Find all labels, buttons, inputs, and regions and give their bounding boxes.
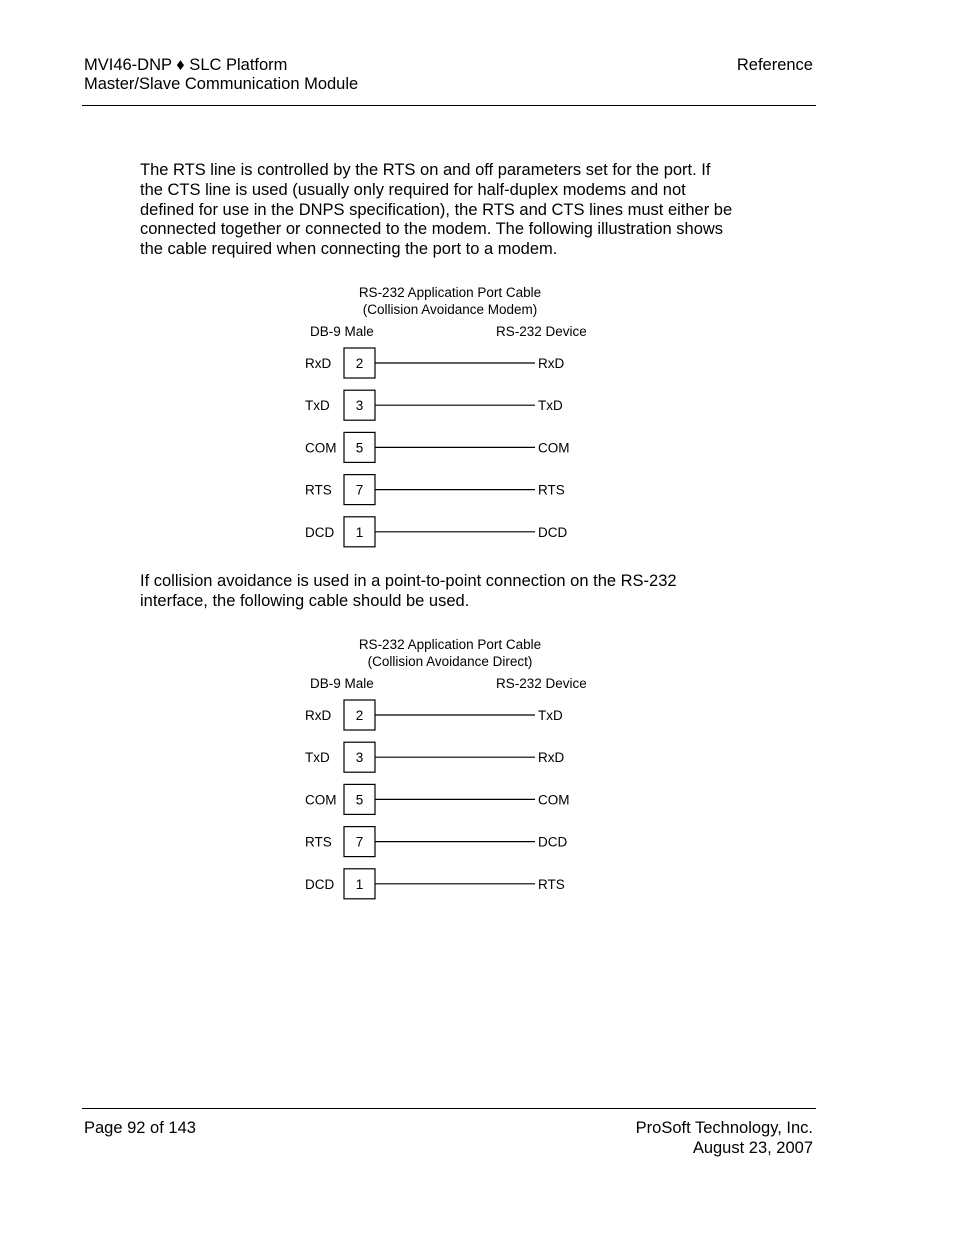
header-section: Reference xyxy=(736,56,813,74)
diagram-title: RS-232 Application Port Cable xyxy=(358,285,542,300)
paragraph-line: interface, the following cable should be used. xyxy=(140,591,470,610)
page-number: Page 92 of 143 xyxy=(84,1119,196,1137)
cable-diagram-svg xyxy=(303,281,593,551)
device-signal-label: COM xyxy=(538,792,570,808)
pin-row xyxy=(305,475,565,505)
pin-number: 1 xyxy=(355,524,364,540)
paragraph-line: connected together or connected to the modem. The following illustration shows xyxy=(140,220,724,239)
cable-diagram-modem xyxy=(303,281,593,551)
pin-row xyxy=(305,869,565,899)
device-signal-label: RxD xyxy=(538,356,565,371)
pin-number: 1 xyxy=(355,876,364,892)
pin-number: 7 xyxy=(355,834,364,850)
pin-row xyxy=(305,517,567,547)
connector-header-db9: DB-9 Male xyxy=(310,676,374,691)
paragraph-rts-line xyxy=(140,161,780,260)
cable-diagram-svg xyxy=(303,633,593,903)
pin-number: 3 xyxy=(355,750,364,766)
pin-number: 5 xyxy=(355,792,364,808)
db9-signal-label: COM xyxy=(305,440,337,456)
publish-date: August 23, 2007 xyxy=(692,1138,813,1157)
device-signal-label: TxD xyxy=(538,708,563,723)
pin-number: 2 xyxy=(355,708,364,723)
header-divider xyxy=(82,105,816,106)
db9-signal-label: DCD xyxy=(305,876,335,892)
connector-header-db9: DB-9 Male xyxy=(310,324,374,339)
device-signal-label: RTS xyxy=(538,482,565,498)
pin-row xyxy=(305,432,570,462)
device-signal-label: COM xyxy=(538,440,570,456)
connector-header-device: RS-232 Device xyxy=(496,676,587,691)
header-title xyxy=(84,56,358,94)
device-signal-label: RxD xyxy=(538,750,565,766)
pin-row xyxy=(305,348,564,378)
device-signal-label: RTS xyxy=(538,876,565,892)
paragraph-line: the cable required when connecting the port to a modem. xyxy=(140,240,558,259)
db9-signal-label: TxD xyxy=(305,750,330,766)
db9-signal-label: RxD xyxy=(305,708,332,723)
paragraph-line: If collision avoidance is used in a point-to-point connection on the RS-232 xyxy=(140,572,677,590)
paragraph-line: defined for use in the DNPS specification), the RTS and CTS lines must either be xyxy=(140,200,733,219)
pin-row xyxy=(305,390,563,420)
diagram-title: RS-232 Application Port Cable xyxy=(358,637,542,652)
paragraph-line: The RTS line is controlled by the RTS on and off parameters set for the port. If xyxy=(140,161,711,179)
connector-header-device: RS-232 Device xyxy=(496,324,587,339)
diagram-subtitle: (Collision Avoidance Direct) xyxy=(367,654,533,669)
pin-row xyxy=(305,742,564,772)
pin-number: 7 xyxy=(355,482,364,498)
device-signal-label: DCD xyxy=(538,834,568,850)
pin-number: 2 xyxy=(355,356,364,371)
footer-divider xyxy=(82,1108,816,1109)
paragraph-collision-avoidance xyxy=(140,572,780,612)
device-signal-label: DCD xyxy=(538,524,568,540)
db9-signal-label: TxD xyxy=(305,398,330,414)
diagram-subtitle: (Collision Avoidance Modem) xyxy=(362,302,538,317)
db9-signal-label: DCD xyxy=(305,524,335,540)
paragraph-line: the CTS line is used (usually only required for half-duplex modems and not xyxy=(140,180,686,199)
pin-number: 5 xyxy=(355,440,364,456)
pin-row xyxy=(305,827,567,857)
db9-signal-label: RTS xyxy=(305,482,332,498)
footer-info xyxy=(636,1119,813,1158)
db9-signal-label: RTS xyxy=(305,834,332,850)
db9-signal-label: COM xyxy=(305,792,337,808)
header-title-line1: MVI46-DNP ♦ SLC Platform xyxy=(84,56,288,74)
cable-diagram-direct xyxy=(303,633,593,903)
pin-row xyxy=(305,784,570,814)
db9-signal-label: RxD xyxy=(305,356,332,371)
pin-number: 3 xyxy=(355,398,364,414)
company-name: ProSoft Technology, Inc. xyxy=(635,1119,813,1137)
device-signal-label: TxD xyxy=(538,398,563,414)
pin-row xyxy=(305,700,563,730)
header-title-line2: Master/Slave Communication Module xyxy=(84,75,359,93)
